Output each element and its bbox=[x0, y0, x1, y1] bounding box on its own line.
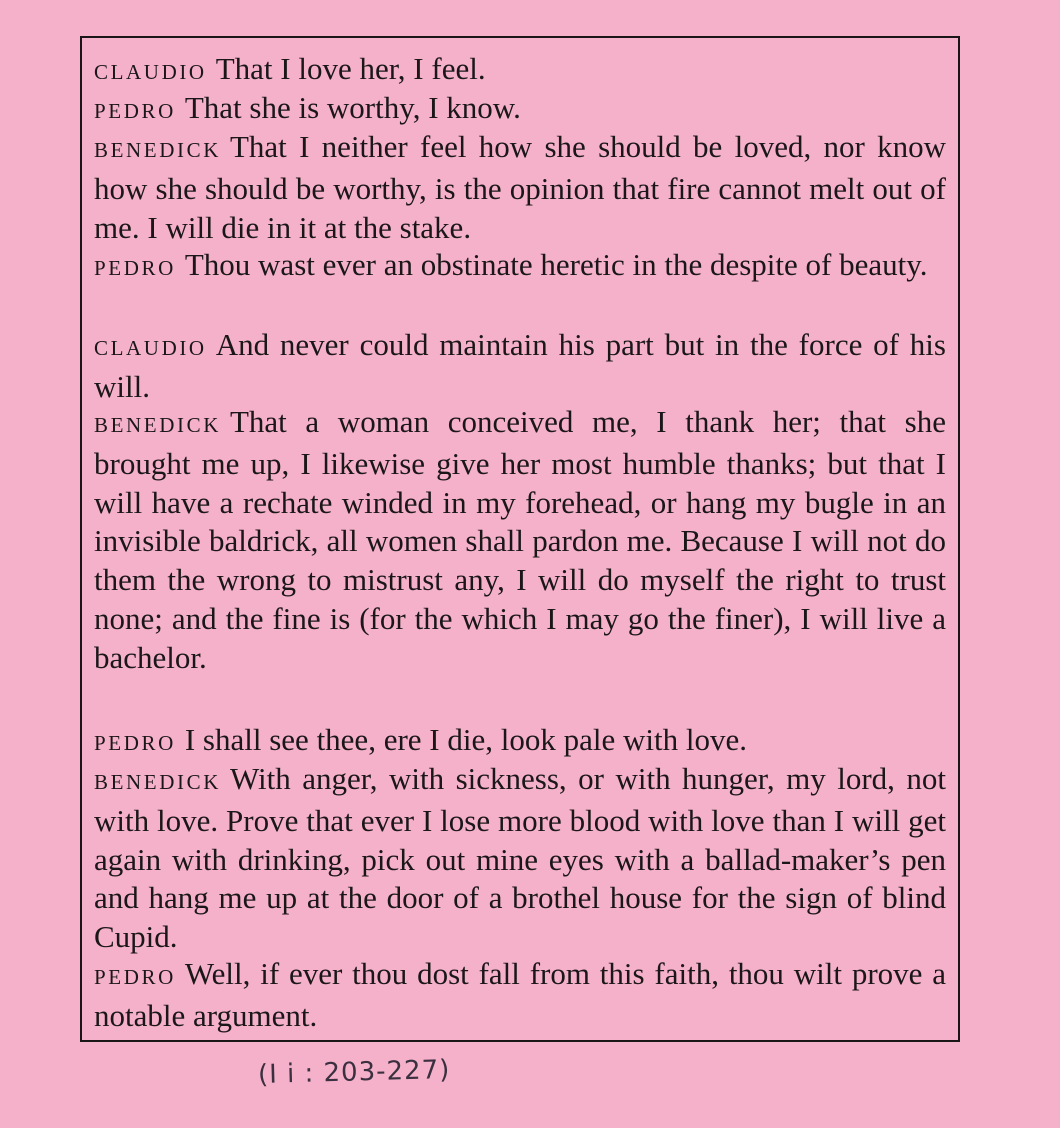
speech-pedro bbox=[94, 721, 946, 763]
speaker-name: CLAUDIO bbox=[94, 60, 207, 84]
speech-text: And never could maintain his part but in the force of his will. bbox=[94, 327, 946, 404]
speech-pedro bbox=[94, 246, 946, 288]
speech-claudio bbox=[94, 326, 946, 407]
speaker-name: BENEDICK bbox=[94, 413, 221, 437]
speech-text: That a woman conceived me, I thank her; that she brought me up, I likewise give her most humble thanks; but that I will have a rechate winded in my forehead, or hang my bugle in an invisible baldrick, all women shall pardon me. Because I will not do them the wrong to mistrust any, I will do myself the right to trust none; and the fine is (for the which I may go the finer), I will live a bachelor. bbox=[94, 404, 946, 675]
speaker-name: PEDRO bbox=[94, 965, 176, 989]
speech-text: That I love her, I feel. bbox=[215, 51, 486, 86]
speech-benedick bbox=[94, 760, 946, 957]
speech-text: Well, if ever thou dost fall from this faith, thou wilt prove a notable argument. bbox=[94, 956, 946, 1033]
speaker-name: CLAUDIO bbox=[94, 336, 207, 360]
speech-pedro bbox=[94, 955, 946, 1036]
speech-text: I shall see thee, ere I die, look pale with love. bbox=[184, 722, 747, 757]
speaker-name: BENEDICK bbox=[94, 770, 221, 794]
handwritten-citation: (I i : 203-227) bbox=[257, 1054, 451, 1090]
speech-benedick bbox=[94, 403, 946, 678]
speech-claudio bbox=[94, 50, 946, 92]
speech-text: Thou wast ever an obstinate heretic in the despite of beauty. bbox=[184, 247, 928, 282]
speech-text: With anger, with sickness, or with hunger, my lord, not with love. Prove that ever I lose more blood with love than I will get again with drinking, pick out mine eyes with a ballad-maker’s pen and hang me up at the door of a brothel house for the sign of blind Cupid. bbox=[94, 761, 946, 955]
speaker-name: PEDRO bbox=[94, 99, 176, 123]
speech-pedro bbox=[94, 89, 946, 131]
speaker-name: PEDRO bbox=[94, 731, 176, 755]
speaker-name: BENEDICK bbox=[94, 138, 221, 162]
speaker-name: PEDRO bbox=[94, 256, 176, 280]
speech-text: That she is worthy, I know. bbox=[184, 90, 521, 125]
speech-benedick bbox=[94, 128, 946, 247]
speech-text: That I neither feel how she should be loved, nor know how she should be worthy, is the opinion that fire cannot melt out of me. I will die in it at the stake. bbox=[94, 129, 946, 245]
